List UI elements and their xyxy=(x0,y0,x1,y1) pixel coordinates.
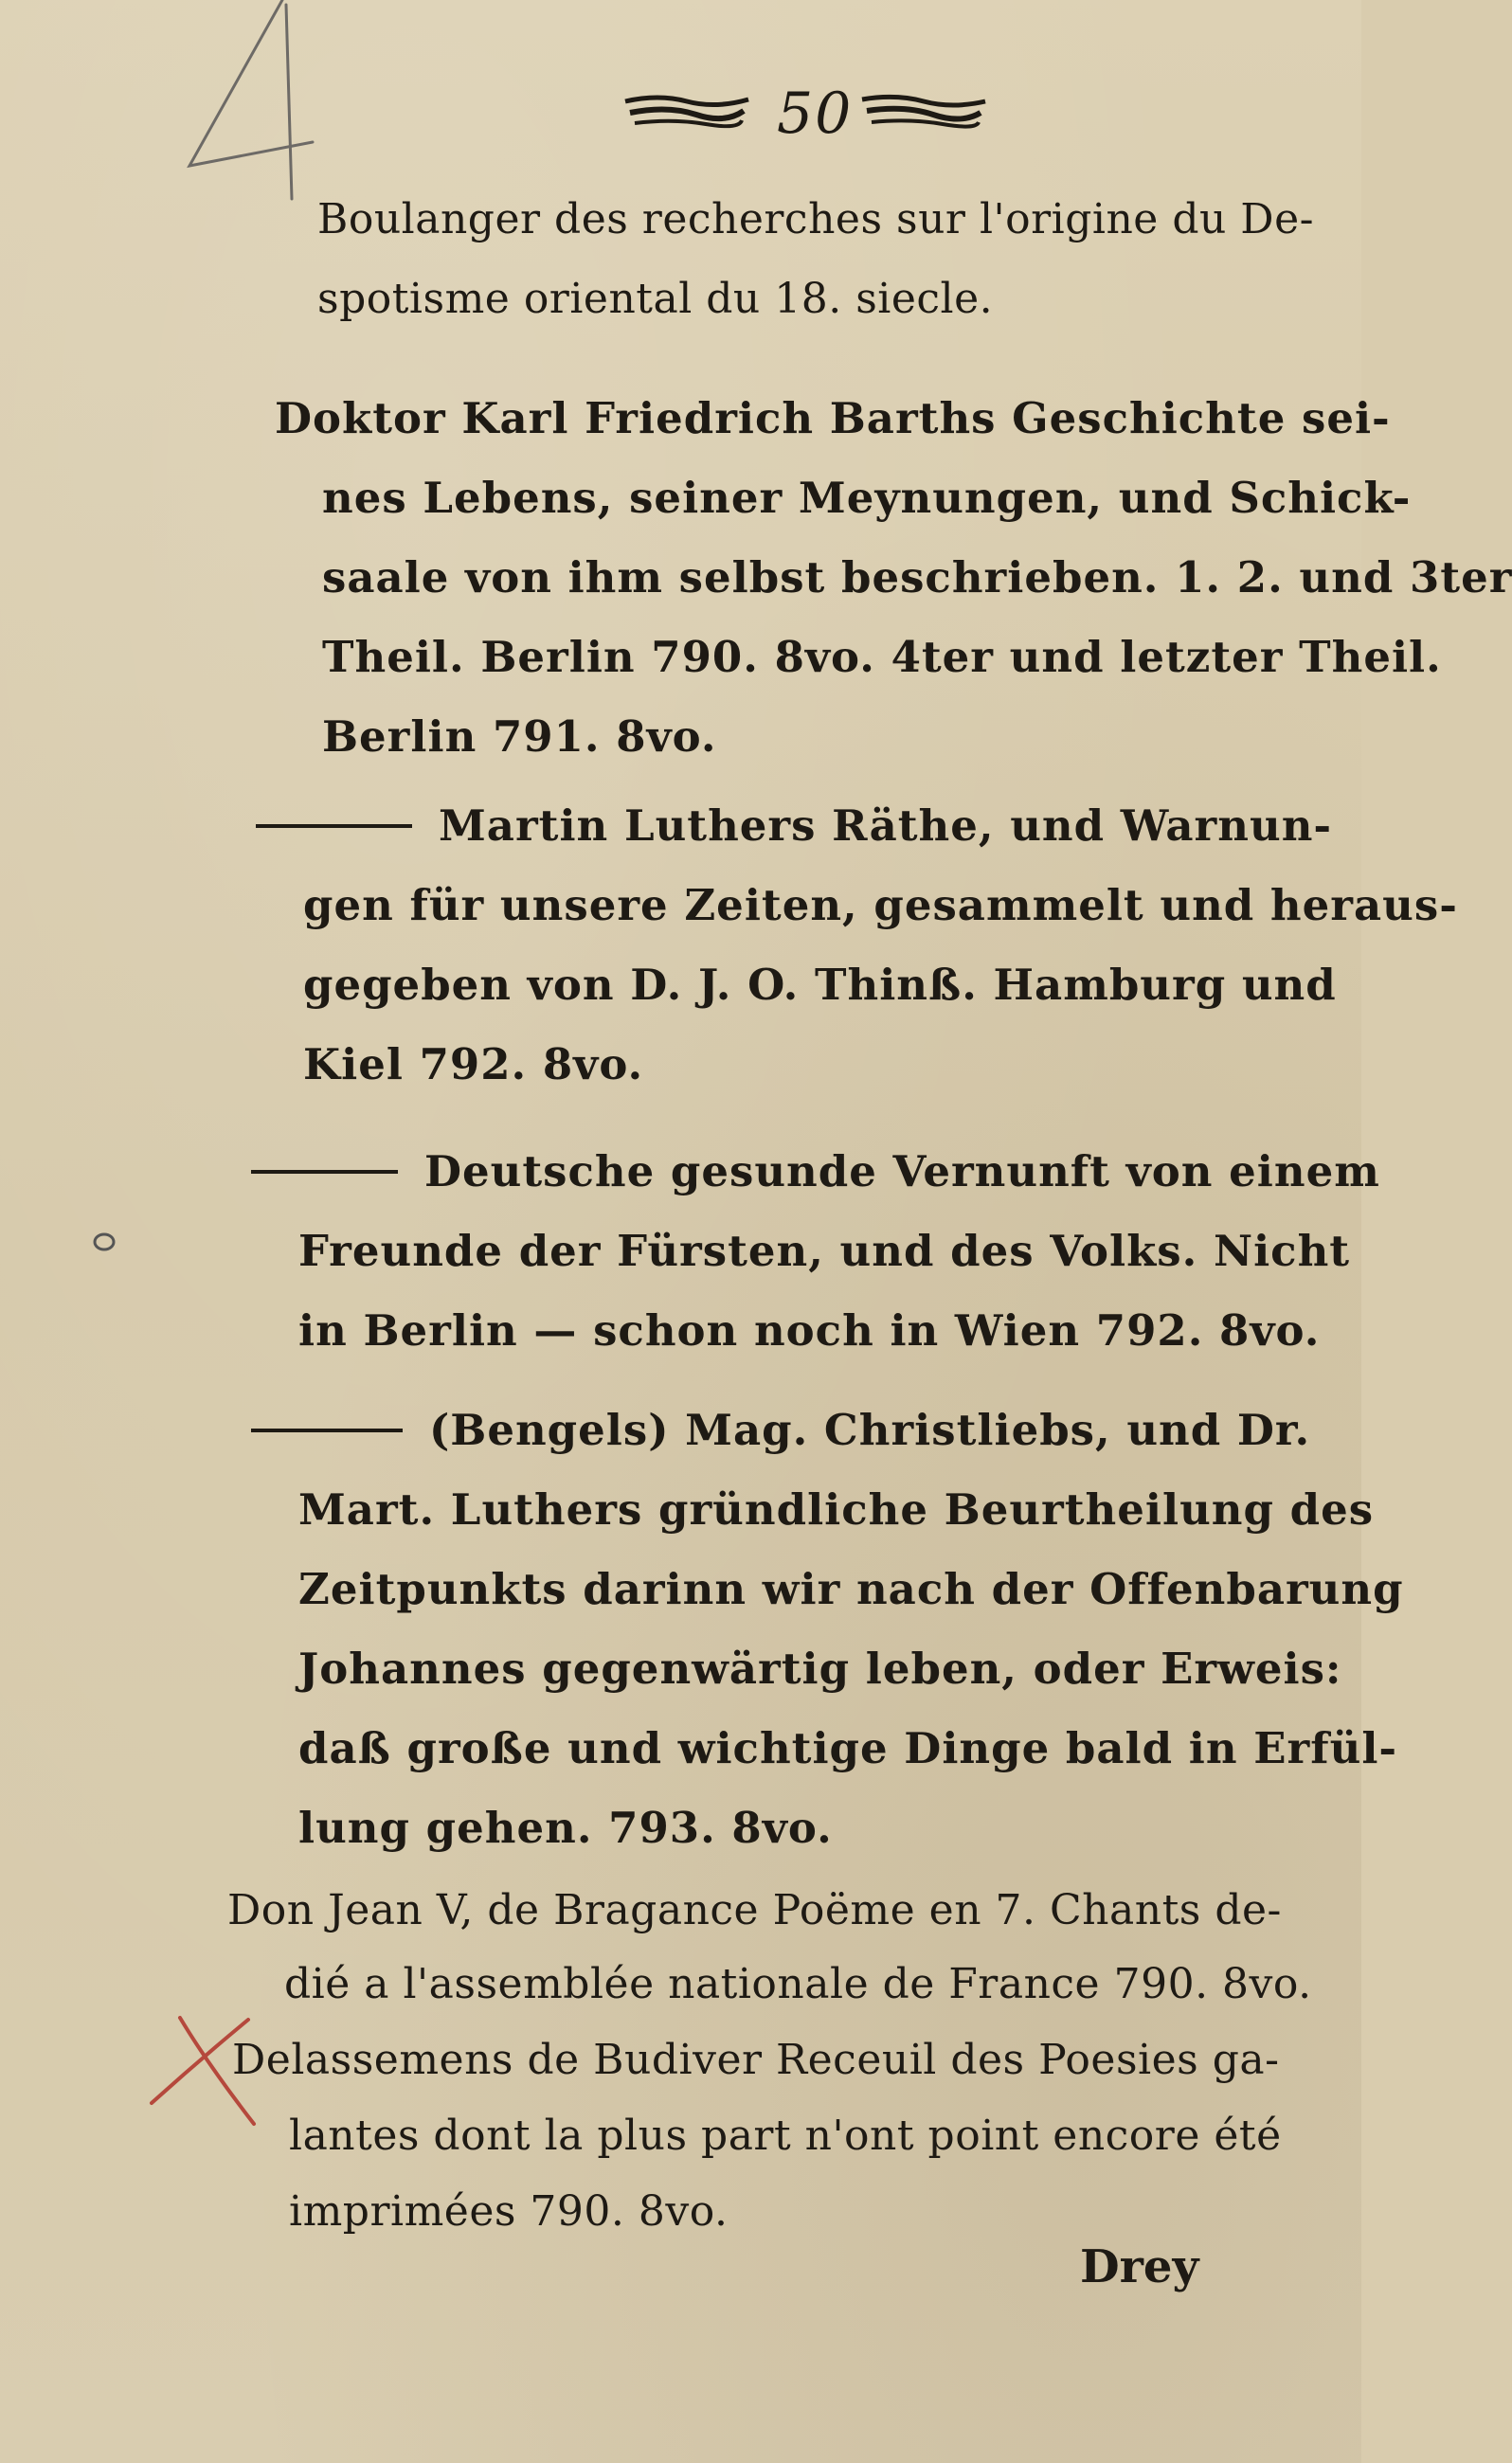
entry-line: Doktor Karl Friedrich Barths Geschichte sei- xyxy=(275,393,1391,443)
entry-line: nes Lebens, seiner Meynungen, und Schick- xyxy=(322,473,1412,523)
entry-line: spotisme oriental du 18. siecle. xyxy=(317,275,994,323)
margin-circle-mark xyxy=(90,1230,118,1254)
entry-line: in Berlin — schon noch in Wien 792. 8vo. xyxy=(298,1305,1321,1356)
left-ornament-icon xyxy=(621,92,753,130)
entry-line: daß große und wichtige Dinge bald in Erfül- xyxy=(298,1723,1398,1773)
entry-line: Theil. Berlin 790. 8vo. 4ter und letzter Theil. xyxy=(322,632,1442,682)
entry-line: lantes dont la plus part n'ont point encore été xyxy=(289,2112,1282,2160)
bibliography-entry xyxy=(251,1132,1380,1371)
right-ornament-icon xyxy=(857,92,990,130)
entry-line: lung gehen. 793. 8vo. xyxy=(298,1803,833,1853)
entry-line: Deutsche gesunde Vernunft von einem xyxy=(424,1146,1380,1196)
ditto-dash xyxy=(251,1429,403,1432)
entry-line: (Bengels) Mag. Christliebs, und Dr. xyxy=(429,1405,1311,1455)
bibliography-entry xyxy=(317,180,1369,339)
entry-line: Berlin 791. 8vo. xyxy=(322,711,717,762)
bibliography-entry xyxy=(227,1874,1312,2022)
entry-line: Johannes gegenwärtig leben, oder Erweis: xyxy=(298,1644,1342,1694)
entry-line: dié a l'assemblée nationale de France 790. 8vo. xyxy=(284,1960,1312,2008)
page-header xyxy=(0,81,1361,156)
ditto-dash xyxy=(256,824,412,828)
entry-line: gegeben von D. J. O. Thinß. Hamburg und xyxy=(303,960,1337,1010)
entry-line: Zeitpunkts darinn wir nach der Offenbarung xyxy=(298,1564,1404,1614)
bibliography-entry xyxy=(232,2023,1284,2250)
entry-line: Freunde der Fürsten, und des Volks. Nicht xyxy=(298,1226,1351,1276)
entry-line: imprimées 790. 8vo. xyxy=(289,2187,729,2236)
bibliography-entry xyxy=(275,379,1512,777)
entry-line: Kiel 792. 8vo. xyxy=(303,1039,644,1089)
red-cross-annotation-mark xyxy=(142,2008,275,2131)
entry-line: Martin Luthers Räthe, und Warnun- xyxy=(439,800,1333,851)
catchword: Drey xyxy=(1080,2240,1199,2293)
entry-line: Delassemens de Budiver Receuil des Poesies ga- xyxy=(232,2036,1280,2084)
ditto-dash xyxy=(251,1170,398,1174)
entry-line: Mart. Luthers gründliche Beurtheilung des xyxy=(298,1484,1375,1535)
entry-line: saale von ihm selbst beschrieben. 1. 2. und 3ter xyxy=(322,552,1512,602)
bibliography-entry xyxy=(256,786,1458,1105)
entry-line: gen für unsere Zeiten, gesammelt und heraus- xyxy=(303,880,1458,930)
bibliography-entry xyxy=(251,1391,1404,1868)
entry-line: Don Jean V, de Bragance Poëme en 7. Chants de- xyxy=(227,1886,1282,1934)
page-number: 50 xyxy=(777,81,854,147)
entry-line: Boulanger des recherches sur l'origine du De- xyxy=(317,195,1314,243)
